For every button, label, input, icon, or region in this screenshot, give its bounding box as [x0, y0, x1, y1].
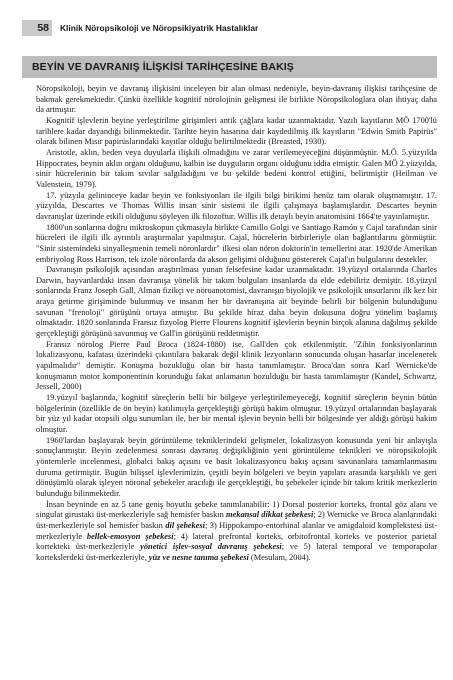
paragraph-aristotle: Aristotle, aklın, beden veya duyularla ilişkili olmadığını ve zarar verilemeyeceğini düşünmüştür. M.Ö. 5.yüzyılda Hippocrates, beynin aklın organı olduğunu, kalbin ise duyguların organı olduğunu iddia etmiştir. Galen MÖ 2.yüzyılda, sinir hücrelerinin bir takım sıvılar salgıladığını ve bu şekilde bedeni kontrol ettiğini, belirtmiştir (Heilman ve Valenstein, 1979).: [36, 147, 437, 189]
paragraph-golgi-cajal: 1800'un sonlarına doğru mikroskopun çıkmasıyla birlikte Camillo Golgi ve Santiago Ramón y Cajal tarafından sinir hücreleri ile ilgili ilk ayrıntılı araştırmalar yapılmıştır. Cajal, hücrelerin birbirleriyle olan bağlantılarını görmüştür. "Sinir sistemindeki sinyalleşmenin temeli nöronlardır" ilkesi olan nöron doktorin'in temellerini atar. 1920'de Amerikan embriyolog Ross Harrison, tek izole nöronlarda da akson gelişimi olduğunu göstererek Cajal'ın bulgularını destekler.: [36, 222, 437, 264]
running-header: [0, 20, 453, 36]
paragraph-imaging: 1960'lardan başlayarak beyin görüntüleme tekniklerindeki gelişmeler, lokalizasyon konusunda yeni bir anlayışla sonuçlanmıştır. Beyin zedelenmesi sonrası davranış değişikliğinin yeni görüntüleme teknikleri ve nöropsikolojik yöntemlerle incelenmesi, globalci bakış açısını ve basit lokalizasyoncu bakış açısını savunanlara tamamlanmasını duruma getirmiştir. Bugün bilişsel işlevlerimizin, çeşitli beyin bölgeleri ve beyin yapıları arasında karşılıklı ve geri dönüşümlü olarak işleyen nöronal şebekeler aracılığı ile gerçekleştiği, bu şebekeler içinde bir takım kritik merkezlerin bulunduğu bilinmektedir.: [36, 435, 437, 498]
paragraph-broca: Fransız nörolog Pierre Paul Broca (1824-1880) ise, Gall'den çok etkilenmiştir. "Zihin fonksiyonlarının lokalizasyonu, kafatası üzerindeki çıkıntılara bakarak değil klinik lezyonların sonucunda oluşan hasarlar incelenerek yapılmalıdır" demiştir. Konuşma bozukluğu olan bir hasta tanımlamıştır. Broca'dan sonra Karl Wernicke'de konuşmanın motor komponentinin korunduğu fakat anlamanın bozulduğu bir hasta tanımlamıştır (Kandel, Schwartz, Jessell, 2000): [36, 339, 437, 392]
networks-text-4: ; 4) lateral prefrontal korteks, orbitofrontal korteks ve posterior parietal kortekteki üst-merkezleriyle: [36, 531, 437, 552]
paragraph-19th-century: 19.yüzyıl başlarında, kognitif süreçlerin belli bir bölgeye yerleştirilemeyeceği, kognitif süreçlerin beynin bütün bölgelerinin (özellikle de ön beyin) katılımıyla gerçekleştiği görüşü hakim olmuştur. 19.yüzyıl ortalarından başlayarak bir yüz yıl kadar otopsili olgu sunumları ile, her bir mental işlevin beynin belli bir bölgesinde yer aldığı görüşü hakim olmuştur.: [36, 393, 437, 434]
paragraph-darwin-gall: Davranışın psikolojik açısından araştırılması yunan felsefesine kadar uzanmaktadır. 19.yüzyıl ortalarında Charles Darwin, hayvanlardaki insan davranışa yönelik bir takım bulguları insanlarda da elde edebiliriz demiştir. 18.yüzyıl sonlarında Franz Joseph Gall, Alman fizikçi ve nöroanotomist, davranışın biyolojik ve psikolojik unsurlarını ilk kez bir araya getirme girişiminde bulunmuş ve insanın her bir davranışına ait beyinde belirli bir bölgenin bulunduğunu savunan "frenoloji" görüşünü ortaya atmıştır. Bu şekilde biraz daha beyin dokusuna doğru yönelim başlamış olmaktadır. 1820 sonlarında Fransız fizyolog Pierre Flourens kognitif işlevlerin beynin birçok alanına dağılmış şekilde gerçekleştiği görüşünü savunmuş ve Gall'in görüşünü reddetmiştir.: [36, 265, 437, 339]
network-term-memory-emotion: bellek-emosyon şebekesi: [86, 531, 174, 541]
running-title: Klinik Nöropsikoloji ve Nöropsikiyatrik Hastalıklar: [60, 23, 259, 33]
network-term-language: dil şebekesi: [165, 520, 205, 530]
networks-text-5: ; ve 5) lateral temporal ve temporapolar kortekslerdeki üst-merkezleriyle,: [36, 542, 437, 562]
networks-text-1: İnsan beyninde en az 5 tane geniş boyutlu şebeke tanımlanabilir: 1) Dorsal posterior korteks, frontal göz alanı ve singulat girustaki üst-merkezleriyle sağ hemisfer baskın: [36, 499, 437, 520]
network-term-executive: yönetici işlev-sosyal davranış şebekesi: [140, 542, 282, 552]
body-text: [36, 84, 437, 564]
paragraph-intro: Nöropsikoloji, beyin ve davranış ilişkisini inceleyen bir alan olması nedeniyle, beyin-davranış ilişkisi tarihçesine de bakmak gerekmektedir. Çünkü özellikle kognitif nörolojinin gelişmesi ile birlikte Nöropsikologlara olan ihtiyaç daha da artmıştır.: [36, 84, 437, 115]
paragraph-networks: [36, 500, 437, 564]
section-heading-bar: [22, 56, 437, 78]
networks-text-2: ; 2) Wernicke ve Broca alanlarındaki üst-merkezleriyle sol hemisfer baskın: [36, 510, 437, 530]
network-term-spatial-attention: mekansal dikkat şebekesi: [226, 510, 314, 520]
section-heading: BEYİN VE DAVRANIŞ İLİŞKİSİ TARİHÇESİNE BAKIŞ: [32, 61, 294, 73]
paragraph-antiquity: Kognitif işlevlerin beyine yerleştirilme girişimleri antik çağlara kadar uzanmaktadır. Yazılı kayıtların MÖ 1700'lü tarihlere kadar dayandığı bilinmektedir. Tarihte beyin hasarına dair kaydedilmiş ilk kayıtların "Edwin Smith Papirüs" olarak bilinen Mısır papirüslarındaki kayıtlar olduğu belirtilmektedir (Breasted, 1930).: [36, 115, 437, 147]
page-number: 58: [22, 20, 52, 36]
network-term-face-object: yüz ve nesne tanıma şebekesi: [148, 552, 249, 562]
networks-text-6: (Mesulam, 2004).: [248, 552, 311, 562]
paragraph-17th-century: 17. yüzyıla gelininceye kadar beyin ve fonksiyonları ile ilgili bilgi birikimi henüz tam olarak oluşmamıştır. 17. yüzyılda, Descartes ve Thomas Willis insan sinir sistemi ile ilgili çalışmaya başlamışlardır. Descartes beynin davranışlar üzerinde etkili olduğunu söyleyen ilk filozoftur. Willis ilk detaylı beyin anatomisini 1664'te yayınlamıştır.: [36, 190, 437, 221]
networks-text-3: ; 3) Hippokampo-entorhinal alanlar ve amigdaloid komplekstesi üst-merkezleriyle: [36, 520, 437, 541]
